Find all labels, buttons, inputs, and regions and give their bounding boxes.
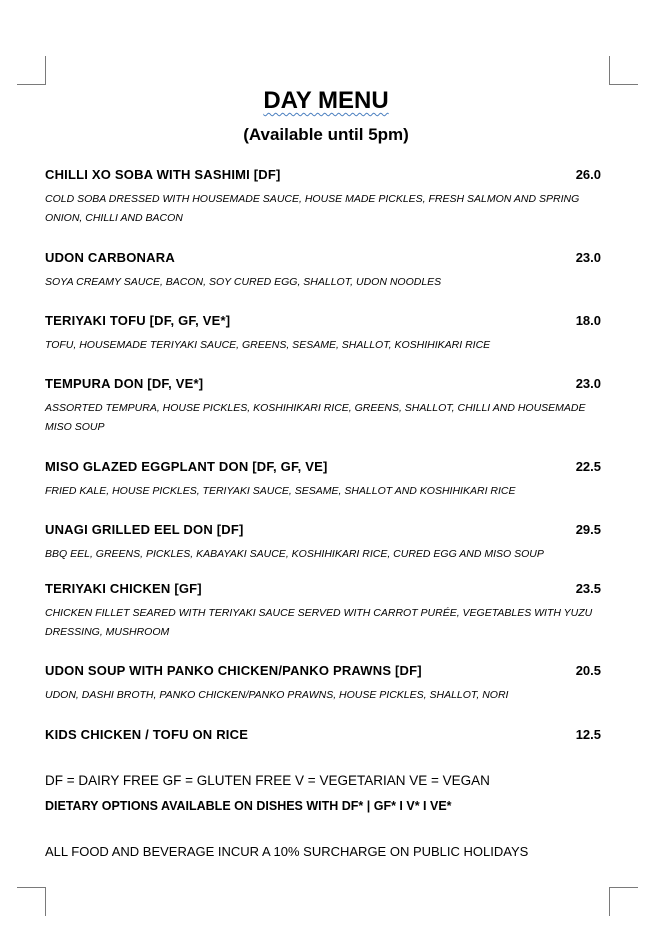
menu-item-name: MISO GLAZED EGGPLANT DON [DF, GF, VE]	[45, 459, 328, 474]
menu-item-price: 23.0	[575, 376, 601, 391]
menu-item-price: 23.0	[575, 250, 601, 265]
menu-item	[45, 727, 601, 745]
menu-item-description: TOFU, HOUSEMADE TERIYAKI SAUCE, GREENS, SESAME, SHALLOT, KOSHIHIKARI RICE	[45, 339, 491, 351]
menu-item-price: 29.5	[575, 522, 601, 537]
menu-item-price: 22.5	[575, 459, 601, 474]
menu-item-description: FRIED KALE, HOUSE PICKLES, TERIYAKI SAUCE, SESAME, SHALLOT AND KOSHIHIKARI RICE	[45, 485, 516, 497]
menu-item-name: UDON SOUP WITH PANKO CHICKEN/PANKO PRAWNS [DF]	[45, 663, 422, 678]
menu-item	[45, 522, 601, 564]
menu-item-name: KIDS CHICKEN / TOFU ON RICE	[45, 727, 249, 742]
page-subtitle: (Available until 5pm)	[243, 125, 409, 144]
menu-item	[45, 663, 601, 705]
menu-item-description: COLD SOBA DRESSED WITH HOUSEMADE SAUCE, HOUSE MADE PICKLES, FRESH SALMON AND SPRING ONION, CHILLI AND BACON	[45, 193, 580, 224]
menu-item-name: TERIYAKI CHICKEN [GF]	[45, 581, 202, 596]
crop-mark-top-right	[609, 56, 638, 85]
page-title-text: DAY MENU	[263, 87, 389, 114]
menu-item-price: 12.5	[575, 727, 601, 742]
menu-item-name: UNAGI GRILLED EEL DON [DF]	[45, 522, 244, 537]
surcharge-note: ALL FOOD AND BEVERAGE INCUR A 10% SURCHARGE ON PUBLIC HOLIDAYS	[45, 844, 529, 859]
menu-item-description: UDON, DASHI BROTH, PANKO CHICKEN/PANKO PRAWNS, HOUSE PICKLES, SHALLOT, NORI	[45, 689, 509, 701]
menu-item-price: 18.0	[575, 313, 601, 328]
menu-item-name: CHILLI XO SOBA WITH SASHIMI [DF]	[45, 167, 281, 182]
menu-item-name: UDON CARBONARA	[45, 250, 175, 265]
menu-item	[45, 376, 601, 437]
menu-item-price: 23.5	[575, 581, 601, 596]
menu-item	[45, 313, 601, 355]
menu-item-price: 26.0	[575, 167, 601, 182]
menu-item-name: TEMPURA DON [DF, VE*]	[45, 376, 204, 391]
menu-item-description: ASSORTED TEMPURA, HOUSE PICKLES, KOSHIHIKARI RICE, GREENS, SHALLOT, CHILLI AND HOUSEMADE MISO SOUP	[45, 402, 586, 433]
crop-mark-top-left	[17, 56, 46, 85]
menu-item	[45, 581, 601, 642]
menu-item-name: TERIYAKI TOFU [DF, GF, VE*]	[45, 313, 231, 328]
menu-item	[45, 167, 601, 228]
menu-item-description: SOYA CREAMY SAUCE, BACON, SOY CURED EGG, SHALLOT, UDON NOODLES	[45, 276, 442, 288]
page-title	[0, 87, 652, 115]
dietary-options-note: DIETARY OPTIONS AVAILABLE ON DISHES WITH DF* | GF* I V* I VE*	[45, 799, 452, 813]
menu-item	[45, 459, 601, 501]
dietary-legend: DF = DAIRY FREE GF = GLUTEN FREE V = VEGETARIAN VE = VEGAN	[45, 773, 490, 788]
crop-mark-bottom-right	[609, 887, 638, 916]
menu-item-price: 20.5	[575, 663, 601, 678]
menu-item-description: CHICKEN FILLET SEARED WITH TERIYAKI SAUCE SERVED WITH CARROT PURÉE, VEGETABLES WITH YUZU DRESSING, MUSHROOM	[45, 607, 593, 638]
menu-item	[45, 250, 601, 292]
menu-item-description: BBQ EEL, GREENS, PICKLES, KABAYAKI SAUCE, KOSHIHIKARI RICE, CURED EGG AND MISO SOUP	[45, 548, 544, 560]
crop-mark-bottom-left	[17, 887, 46, 916]
